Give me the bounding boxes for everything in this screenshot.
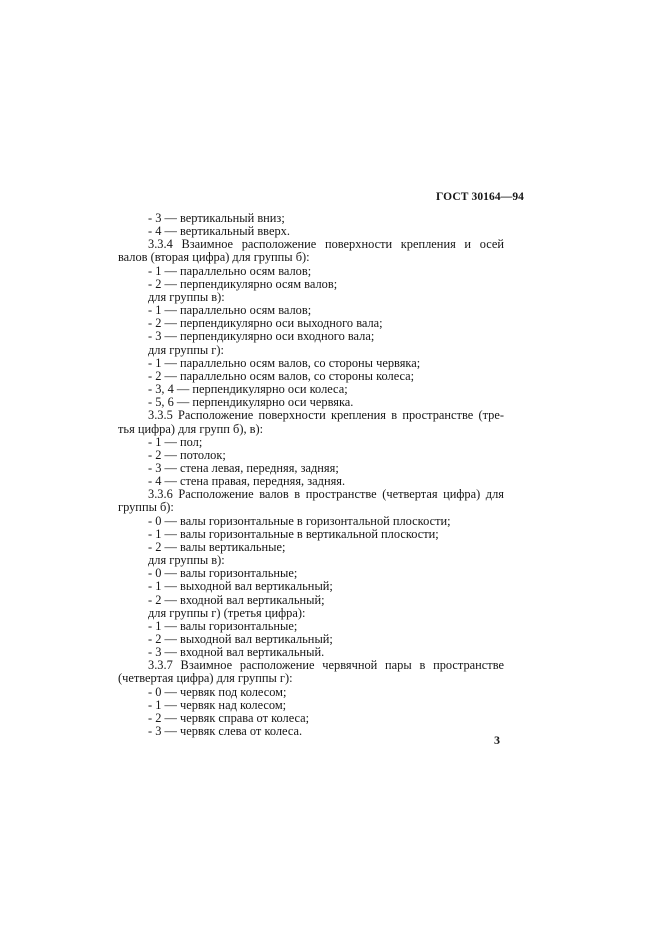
list-item: - 1 — выходной вал вертикальный;: [148, 579, 333, 594]
list-item: - 2 — валы вертикальные;: [148, 539, 286, 554]
text-line: группы б):: [118, 500, 174, 515]
list-item: - 2 — выходной вал вертикальный;: [148, 632, 333, 646]
list-item: - 2 — перпендикулярно оси выходного вала;: [148, 316, 383, 331]
document-body: [118, 212, 504, 738]
list-item: - 2 — перпендикулярно осям валов;: [148, 276, 338, 291]
list-item: - 3 — входной вал вертикальный.: [148, 645, 325, 660]
list-item: - 3, 4 — перпендикулярно оси колеса;: [148, 382, 348, 397]
text-line: валов (вторая цифра) для группы б):: [118, 250, 310, 265]
list-item: - 5, 6 — перпендикулярно оси червяка.: [148, 395, 354, 410]
list-item: - 3 — червяк слева от колеса.: [148, 724, 303, 739]
list-item: - 1 — пол;: [148, 434, 203, 449]
list-item: - 0 — червяк под колесом;: [148, 684, 287, 699]
list-item: для группы г):: [148, 342, 224, 357]
list-item: - 2 — червяк справа от колеса;: [148, 710, 310, 725]
list-item: - 0 — валы горизонтальные в горизонтальной плоскости;: [148, 513, 451, 528]
list-item: - 0 — валы горизонтальные;: [148, 566, 298, 581]
document-header: ГОСТ 30164—94: [436, 191, 525, 203]
section-paragraph-line: 3.3.5 Расположение поверхности крепления в пространстве (тре-: [148, 408, 504, 423]
text-line: тья цифра) для групп б), в):: [118, 421, 264, 436]
list-item: - 4 — стена правая, передняя, задняя.: [148, 474, 346, 489]
list-item: - 1 — параллельно осям валов;: [148, 263, 312, 278]
list-item: - 1 — валы горизонтальные в вертикальной плоскости;: [148, 526, 439, 541]
list-item: для группы г) (третья цифра):: [148, 605, 306, 620]
list-item: - 1 — параллельно осям валов;: [148, 303, 312, 318]
list-item: - 2 — входной вал вертикальный;: [148, 592, 325, 607]
list-item: - 4 — вертикальный вверх.: [148, 224, 290, 239]
section-paragraph-line: 3.3.4 Взаимное расположение поверхности крепления и осей: [148, 237, 504, 252]
list-item: - 2 — потолок;: [148, 447, 226, 462]
list-item: - 3 — перпендикулярно оси входного вала;: [148, 329, 375, 344]
list-item: для группы в):: [148, 553, 225, 568]
list-item: - 3 — стена левая, передняя, задняя;: [148, 460, 339, 475]
list-item: для группы в):: [148, 289, 225, 304]
list-item: - 2 — параллельно осям валов, со стороны колеса;: [148, 368, 415, 383]
list-item: - 1 — червяк над колесом;: [148, 697, 287, 712]
list-item: - 1 — параллельно осям валов, со стороны червяка;: [148, 355, 421, 370]
section-paragraph-line: 3.3.7 Взаимное расположение червячной пары в пространстве: [148, 658, 504, 673]
list-item: - 1 — валы горизонтальные;: [148, 618, 298, 633]
list-item: - 3 — вертикальный вниз;: [148, 211, 285, 225]
text-line: (четвертая цифра) для группы г):: [118, 671, 293, 686]
page-number: 3: [494, 733, 500, 747]
section-paragraph-line: 3.3.6 Расположение валов в пространстве (четвертая цифра) для: [148, 487, 504, 502]
